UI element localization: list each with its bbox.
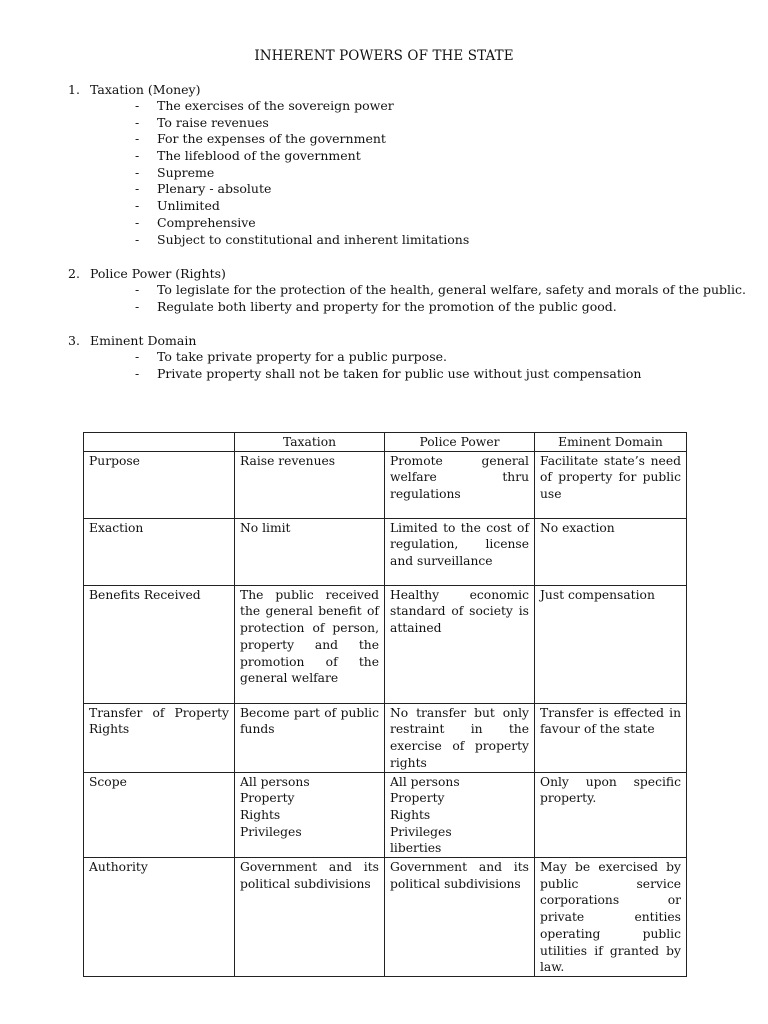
table-cell: Government and its political subdivisions (385, 858, 535, 977)
section-heading (68, 81, 728, 98)
list-item (68, 148, 728, 165)
table-cell: Healthy economic standard of society is attained (385, 585, 535, 703)
table-header-row (84, 433, 687, 452)
list-item-text: Regulate both liberty and property for the promotion of the public good. (157, 298, 617, 314)
table-row (84, 518, 687, 585)
list-item (68, 282, 747, 299)
bullet-list (68, 349, 728, 382)
row-label: Exaction (84, 518, 235, 585)
list-item-text: To legislate for the protection of the health, general welfare, safety and morals of the public. (157, 282, 747, 297)
cell-line: liberties (390, 841, 442, 856)
bullet-dash: - (135, 131, 140, 147)
list-item-text: Plenary - absolute (157, 181, 272, 197)
list-item-text: The exercises of the sovereign power (157, 98, 394, 113)
table-cell: No exaction (535, 518, 687, 585)
cell-line: All persons (240, 774, 310, 789)
section-heading (68, 332, 728, 349)
table-cell: Promote general welfare thru regulations (385, 451, 535, 518)
table-row (84, 451, 687, 518)
bullet-dash: - (135, 148, 140, 164)
section-title: Taxation (Money) (90, 82, 201, 97)
bullet-dash: - (135, 114, 140, 130)
list-item (68, 349, 728, 366)
row-label: Benefits Received (84, 585, 235, 703)
section-police-power (68, 265, 747, 315)
table-cell: No limit (235, 518, 385, 585)
list-item (68, 98, 728, 115)
bullet-list (68, 282, 747, 315)
bullet-dash: - (135, 282, 140, 297)
bullet-list (68, 98, 728, 248)
list-item (68, 181, 728, 198)
bullet-dash: - (135, 164, 140, 180)
table-cell: Government and its political subdivisions (235, 858, 385, 977)
column-header (84, 433, 235, 452)
section-number: 1. (68, 82, 80, 97)
section-heading (68, 265, 728, 282)
section-title: Police Power (Rights) (90, 266, 226, 281)
table-cell: The public received the general benefit of protection of person, property and the promotion of the general welfare (235, 585, 385, 703)
comparison-table (83, 432, 687, 977)
table-row (84, 772, 687, 858)
bullet-dash: - (135, 365, 140, 381)
table-row (84, 858, 687, 977)
list-item-text: Subject to constitutional and inherent limitations (157, 231, 470, 247)
section-number: 2. (68, 266, 80, 281)
section-taxation (68, 81, 728, 248)
table-cell: Facilitate state’s need of property for public use (535, 451, 687, 518)
table-row (84, 585, 687, 703)
row-label: Purpose (84, 451, 235, 518)
cell-line: Rights (390, 807, 431, 822)
cell-line: Property (390, 791, 445, 806)
list-item (68, 215, 728, 232)
list-item (68, 299, 728, 316)
section-eminent-domain (68, 332, 728, 382)
list-item (68, 198, 728, 215)
list-item (68, 232, 728, 249)
table-cell (235, 772, 385, 858)
cell-line: Property (240, 791, 295, 806)
table-row (84, 703, 687, 772)
row-label: Authority (84, 858, 235, 977)
section-title: Eminent Domain (90, 333, 197, 348)
table-cell: Limited to the cost of regulation, license and surveillance (385, 518, 535, 585)
list-item-text: To raise revenues (157, 114, 269, 130)
table-cell (385, 772, 535, 858)
table-cell: No transfer but only restraint in the exercise of property rights (385, 703, 535, 772)
column-header: Eminent Domain (535, 433, 687, 452)
list-item-text: The lifeblood of the government (157, 148, 361, 164)
row-label: Transfer of Property Rights (84, 703, 235, 772)
list-item-text: For the expenses of the government (157, 131, 386, 147)
bullet-dash: - (135, 214, 140, 230)
table-cell: May be exercised by public service corporations or private entities operating public utilities if granted by law. (535, 858, 687, 977)
list-item (68, 366, 728, 383)
column-header: Police Power (385, 433, 535, 452)
list-item-text: Unlimited (157, 198, 220, 214)
bullet-dash: - (135, 198, 140, 214)
section-number: 3. (68, 333, 80, 348)
bullet-dash: - (135, 231, 140, 247)
table-cell: Only upon specific property. (535, 772, 687, 858)
row-label: Scope (84, 772, 235, 858)
page-title: INHERENT POWERS OF THE STATE (254, 48, 514, 64)
cell-line: Privileges (390, 824, 452, 839)
column-header: Taxation (235, 433, 385, 452)
bullet-dash: - (135, 349, 140, 364)
cell-line: Privileges (240, 824, 302, 839)
cell-line: All persons (390, 774, 460, 789)
table-cell: Become part of public funds (235, 703, 385, 772)
bullet-dash: - (135, 181, 140, 197)
list-item-text: Comprehensive (157, 214, 256, 230)
list-item-text: To take private property for a public purpose. (157, 349, 447, 364)
list-item (68, 165, 728, 182)
list-item (68, 131, 728, 148)
bullet-dash: - (135, 98, 140, 113)
table-cell: Just compensation (535, 585, 687, 703)
list-item (68, 115, 728, 132)
list-item-text: Supreme (157, 164, 215, 180)
table-cell: Transfer is effected in favour of the state (535, 703, 687, 772)
table-cell: Raise revenues (235, 451, 385, 518)
bullet-dash: - (135, 298, 140, 314)
cell-line: Rights (240, 807, 281, 822)
list-item-text: Private property shall not be taken for public use without just compensation (157, 365, 642, 381)
